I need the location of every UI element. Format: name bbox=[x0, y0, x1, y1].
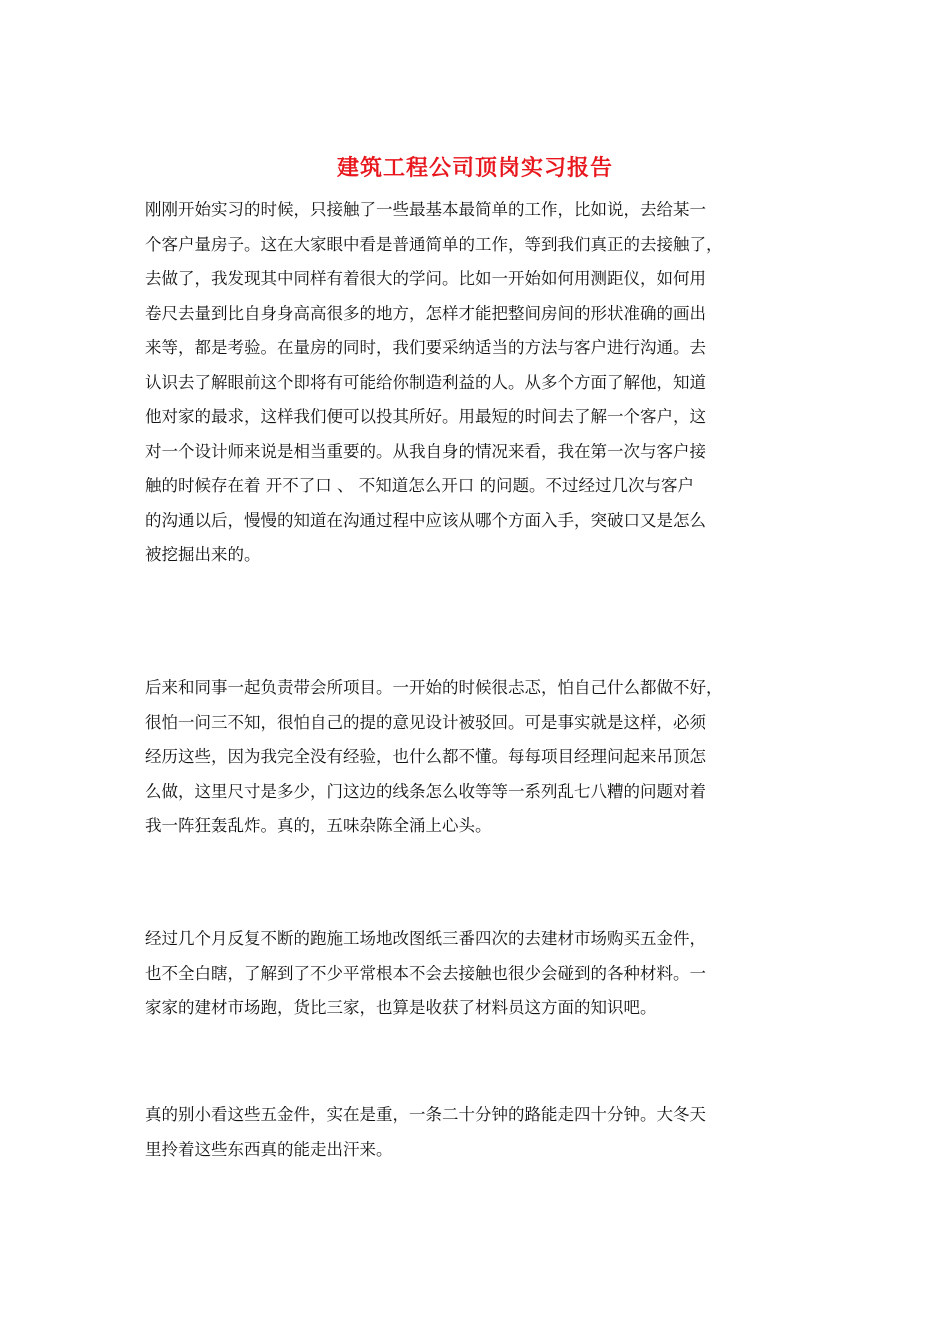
paragraph-2 bbox=[145, 671, 809, 844]
text-line: 家家的建材市场跑，货比三家，也算是收获了材料员这方面的知识吧。 bbox=[145, 998, 657, 1017]
paragraph-1 bbox=[145, 193, 809, 573]
text-line: 触的时候存在着 开不了口 、 不知道怎么开口 的问题。不过经过几次与客户 bbox=[145, 476, 694, 495]
text-line: 经历这些，因为我完全没有经验，也什么都不懂。每每项目经理问起来吊顶怎 bbox=[145, 747, 706, 766]
text-line: 的沟通以后，慢慢的知道在沟通过程中应该从哪个方面入手，突破口又是怎么 bbox=[145, 510, 706, 530]
text-line: 很怕一问三不知，很怕自己的提的意见设计被驳回。可是事实就是这样，必须 bbox=[145, 712, 706, 732]
paragraph-4 bbox=[145, 1098, 809, 1167]
text-line: 里拎着这些东西真的能走出汗来。 bbox=[145, 1139, 393, 1159]
text-line: 认识去了解眼前这个即将有可能给你制造利益的人。从多个方面了解他，知道 bbox=[145, 372, 706, 392]
text-line: 也不全白瞎，了解到了不少平常根本不会去接触也很少会碰到的各种材料。一 bbox=[145, 963, 706, 983]
document-title: 建筑工程公司顶岗实习报告 bbox=[336, 155, 613, 181]
text-line: 么做，这里尺寸是多少，门这边的线条怎么收等等一系列乱七八糟的问题对着 bbox=[145, 781, 706, 801]
paragraph-3 bbox=[145, 922, 809, 1026]
text-line: 去做了，我发现其中同样有着很大的学问。比如一开始如何用测距仪，如何用 bbox=[145, 269, 706, 288]
text-line: 后来和同事一起负责带会所项目。一开始的时候很忐忑，怕自己什么都做不好， bbox=[145, 678, 723, 697]
text-line: 我一阵狂轰乱炸。真的，五味杂陈全涌上心头。 bbox=[145, 816, 492, 835]
text-line: 被挖掘出来的。 bbox=[145, 545, 261, 564]
text-line: 对一个设计师来说是相当重要的。从我自身的情况来看，我在第一次与客户接 bbox=[145, 441, 706, 461]
text-line: 刚刚开始实习的时候，只接触了一些最基本最简单的工作，比如说，去给某一 bbox=[145, 200, 706, 219]
text-line: 个客户量房子。这在大家眼中看是普通简单的工作，等到我们真正的去接触了， bbox=[145, 234, 723, 254]
text-line: 真的别小看这些五金件，实在是重，一条二十分钟的路能走四十分钟。大冬天 bbox=[145, 1105, 706, 1124]
text-line: 卷尺去量到比自身身高高很多的地方，怎样才能把整间房间的形状准确的画出 bbox=[145, 303, 706, 323]
text-line: 他对家的最求，这样我们便可以投其所好。用最短的时间去了解一个客户，这 bbox=[145, 407, 706, 426]
text-line: 经过几个月反复不断的跑施工场地改图纸三番四次的去建材市场购买五金件， bbox=[145, 929, 706, 948]
text-line: 来等，都是考验。在量房的同时，我们要采纳适当的方法与客户进行沟通。去 bbox=[145, 338, 706, 357]
